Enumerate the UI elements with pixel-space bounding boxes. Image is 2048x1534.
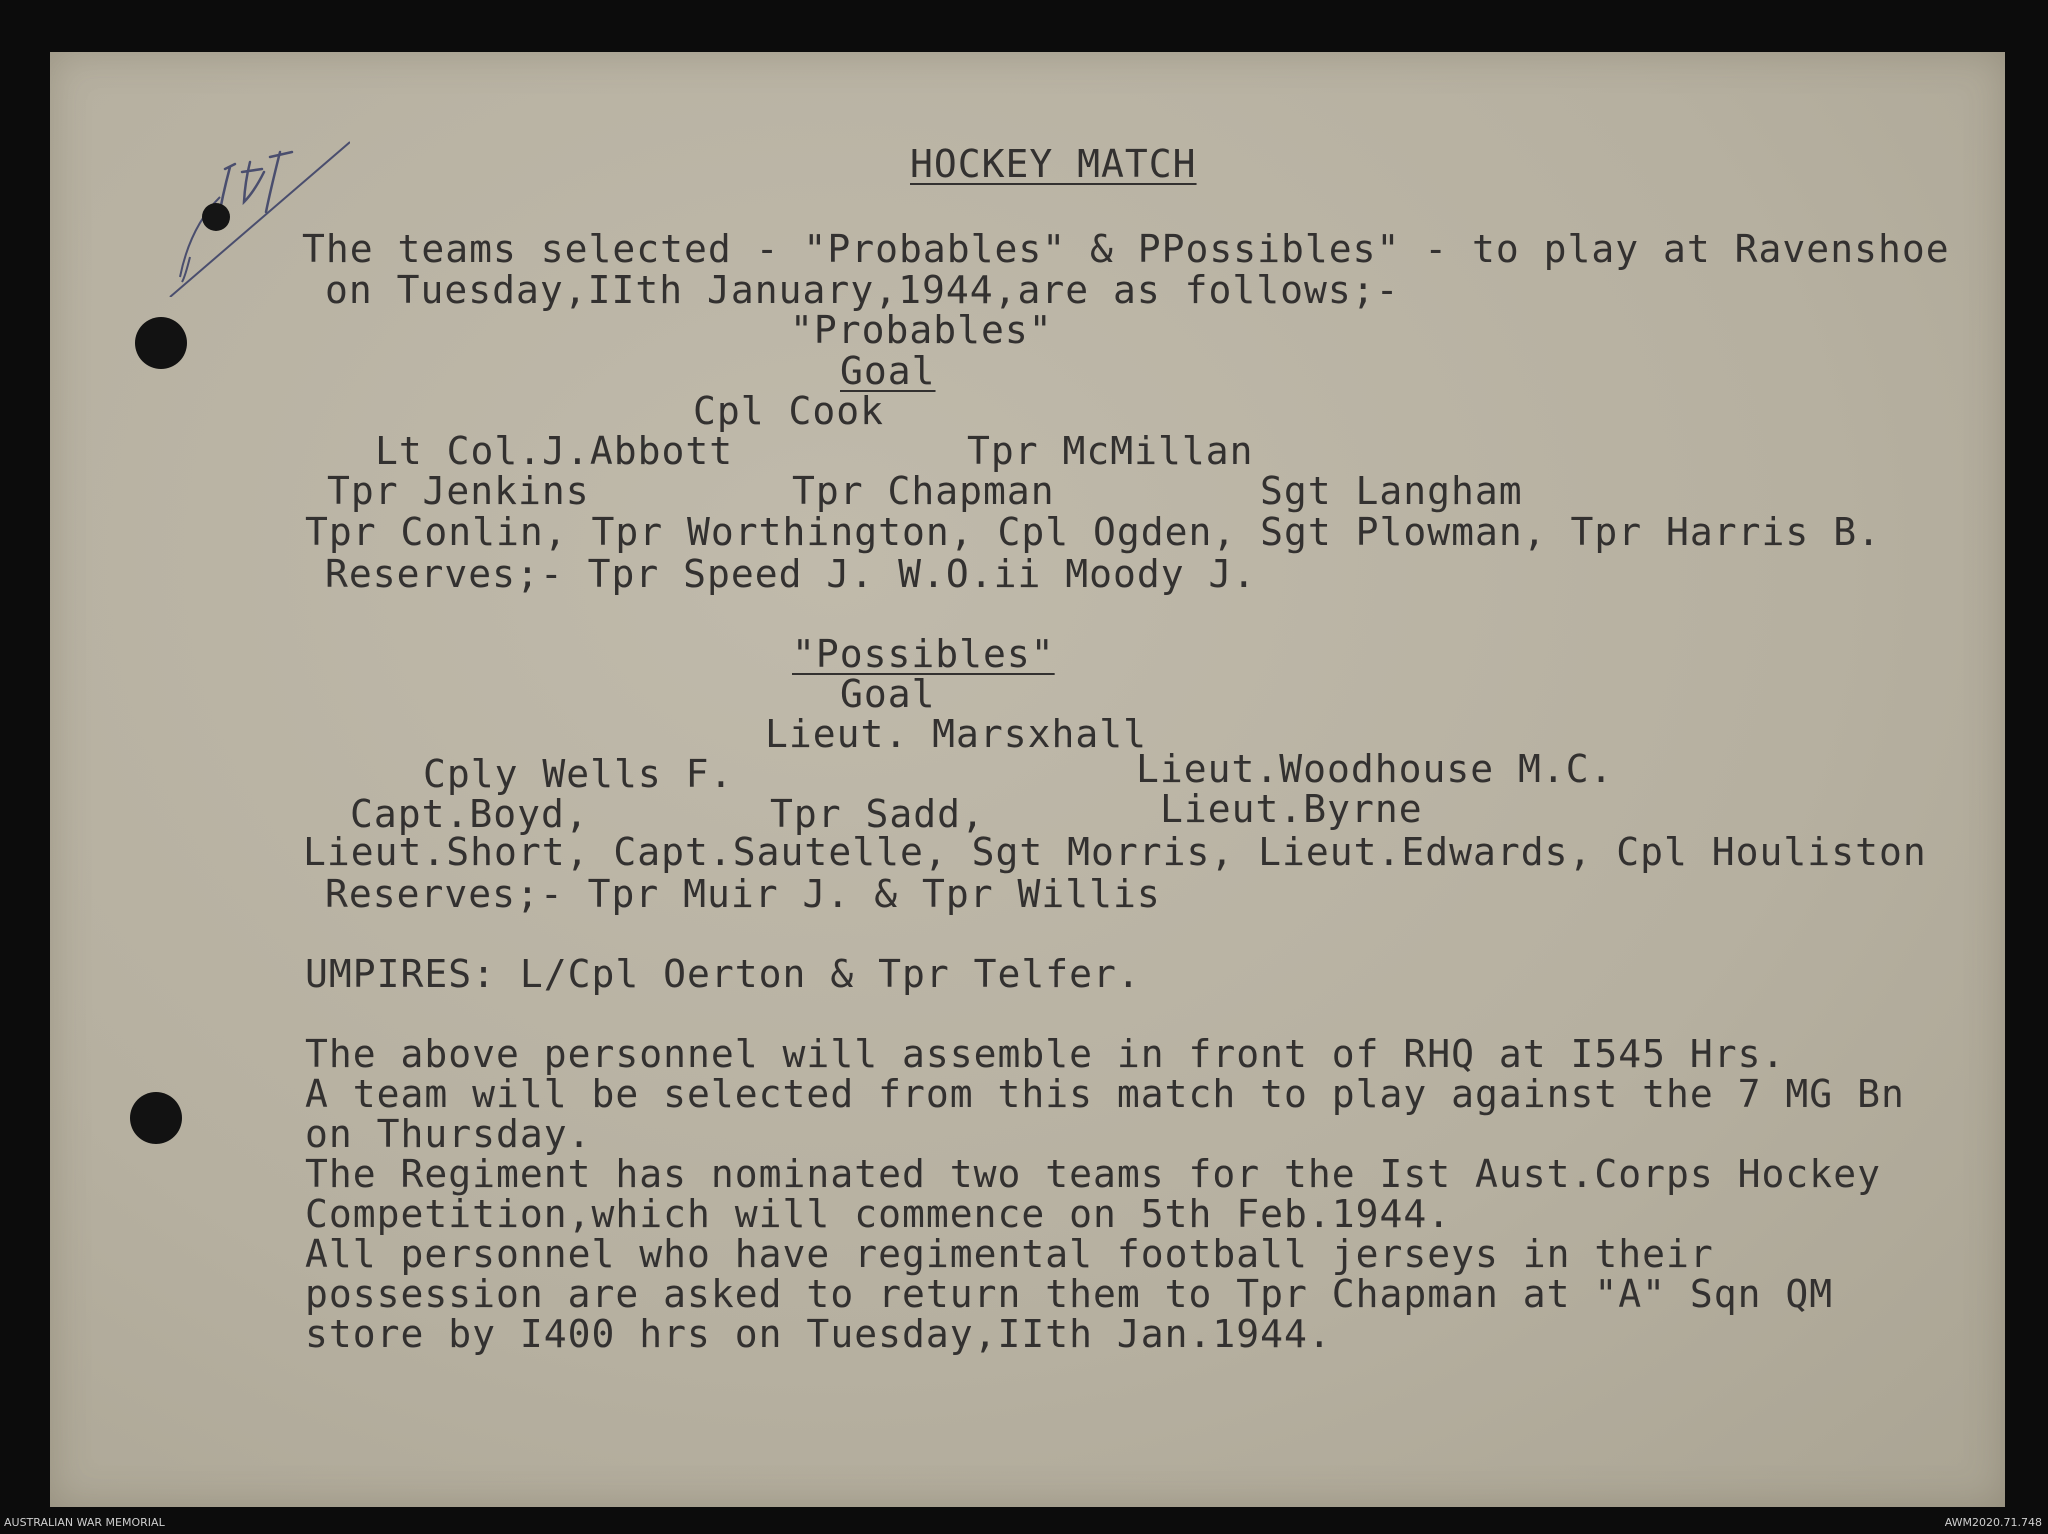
possibles-heading: "Possibles": [792, 632, 1055, 676]
intro-line-1: The teams selected - "Probables" & PPossibles" - to play at Ravenshoe: [302, 227, 1950, 271]
probables-goal-label: Goal: [840, 349, 936, 393]
probables-heading: "Probables": [790, 308, 1053, 352]
note-line-3: on Thursday.: [305, 1112, 592, 1156]
punch-hole-bottom: [130, 1092, 182, 1144]
intro-line-2: on Tuesday,IIth January,1944,are as follows;-: [325, 268, 1400, 312]
possibles-half-left: Capt.Boyd,: [350, 792, 589, 836]
possibles-back-left: Cply Wells F.: [423, 752, 734, 796]
probables-back-right: Tpr McMillan: [967, 429, 1254, 473]
probables-goal: Cpl Cook: [693, 389, 885, 433]
possibles-goal-label: Goal: [840, 672, 936, 716]
document-title: HOCKEY MATCH: [910, 142, 1197, 186]
note-line-4: The Regiment has nominated two teams for the Ist Aust.Corps Hockey: [305, 1152, 1881, 1196]
umpires-line: UMPIRES: L/Cpl Oerton & Tpr Telfer.: [305, 952, 1141, 996]
note-line-5: Competition,which will commence on 5th Feb.1944.: [305, 1192, 1452, 1236]
probables-half-right: Sgt Langham: [1260, 469, 1523, 513]
note-line-2: A team will be selected from this match to play against the 7 MG Bn: [305, 1072, 1905, 1116]
probables-reserves: Reserves;- Tpr Speed J. W.O.ii Moody J.: [325, 552, 1257, 596]
possibles-half-right: Lieut.Byrne: [1160, 787, 1423, 831]
possibles-goal: Lieut. Marsxhall: [765, 712, 1148, 756]
possibles-back-right: Lieut.Woodhouse M.C.: [1136, 747, 1614, 791]
possibles-reserves: Reserves;- Tpr Muir J. & Tpr Willis: [325, 872, 1161, 916]
document-page: [50, 52, 2005, 1507]
probables-forwards: Tpr Conlin, Tpr Worthington, Cpl Ogden, Sgt Plowman, Tpr Harris B.: [305, 510, 1881, 554]
footer-left: AUSTRALIAN WAR MEMORIAL: [4, 1516, 165, 1529]
note-line-7: possession are asked to return them to Tpr Chapman at "A" Sqn QM: [305, 1272, 1834, 1316]
possibles-half-centre: Tpr Sadd,: [770, 792, 985, 836]
footer-right: AWM2020.71.748: [1944, 1516, 2042, 1529]
probables-half-left: Tpr Jenkins: [327, 469, 590, 513]
probables-half-centre: Tpr Chapman: [792, 469, 1055, 513]
punch-hole-top: [135, 317, 187, 369]
note-line-8: store by I400 hrs on Tuesday,IIth Jan.1944.: [305, 1312, 1332, 1356]
note-line-1: The above personnel will assemble in front of RHQ at I545 Hrs.: [305, 1032, 1786, 1076]
possibles-forwards: Lieut.Short, Capt.Sautelle, Sgt Morris, Lieut.Edwards, Cpl Houliston: [303, 830, 1927, 874]
probables-back-left: Lt Col.J.Abbott: [375, 429, 734, 473]
note-line-6: All personnel who have regimental football jerseys in their: [305, 1232, 1714, 1276]
